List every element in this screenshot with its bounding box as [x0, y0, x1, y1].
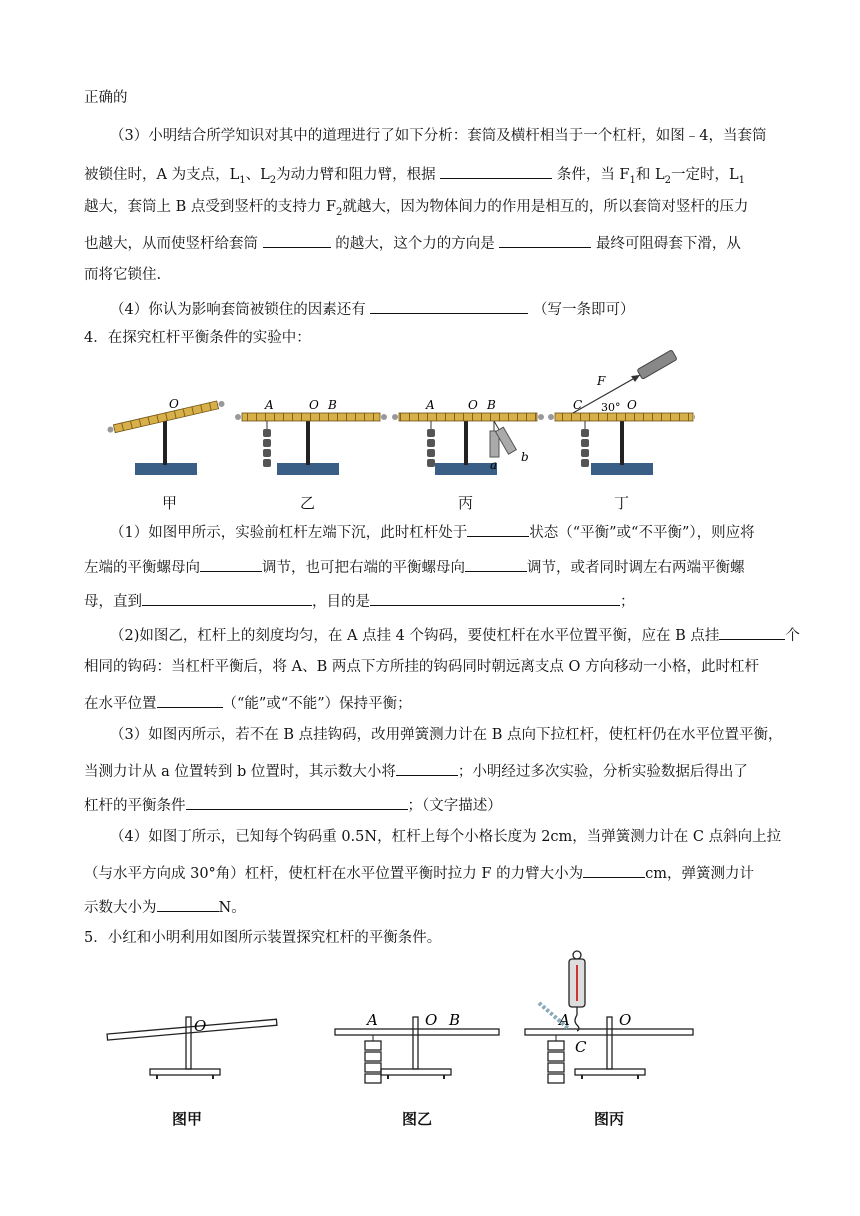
- lever-bar: [525, 1029, 693, 1035]
- figure-yi: [235, 398, 387, 475]
- figure-caption: 丙: [458, 494, 474, 512]
- lever-bar: [107, 1019, 277, 1040]
- hook-weights: [581, 421, 589, 467]
- text-line: 左端的平衡螺母向 调节，也可把右端的平衡螺母向 调节，或者同时调左右两端平衡螺: [84, 555, 745, 578]
- figure-ding: [548, 350, 695, 475]
- stand-base: [575, 1069, 645, 1075]
- hook-weights: [263, 421, 271, 467]
- answer-blank[interactable]: [370, 589, 620, 606]
- answer-blank[interactable]: [499, 231, 591, 248]
- text-line: （与水平方向成 30°角）杠杆，使杠杆在水平位置平衡时拉力 F 的力臂大小为 cm，弹簧测力计: [84, 861, 754, 884]
- hook-weights: [548, 1035, 564, 1083]
- text-line: 当测力计从 a 位置转到 b 位置时，其示数大小将 ；小明经过多次实验，分析实验数据后得出了: [84, 759, 748, 782]
- label-O: O: [169, 397, 179, 411]
- text-line: 杠杆的平衡条件 ；（文字描述）: [84, 793, 502, 816]
- figure-caption: 图丙: [594, 1110, 625, 1128]
- balance-nut: [107, 426, 114, 433]
- stand-base: [150, 1069, 220, 1075]
- lever-figure-row-q4: [95, 345, 695, 515]
- answer-blank[interactable]: [157, 895, 219, 912]
- answer-blank[interactable]: [719, 623, 785, 640]
- stand-pole: [186, 1017, 191, 1069]
- stand-base: [381, 1069, 451, 1075]
- label-F: F: [597, 374, 606, 388]
- label-O: O: [194, 1017, 207, 1035]
- figure-caption: 丁: [614, 494, 630, 512]
- stand-pole: [413, 1017, 418, 1069]
- spring-scale: [569, 951, 585, 1031]
- text-line: 在水平位置 （“能”或“不能”）保持平衡；: [84, 691, 412, 714]
- figure-caption: 图乙: [402, 1110, 433, 1128]
- figure-tu-jia: [107, 1017, 277, 1079]
- figure-caption: 图甲: [172, 1110, 203, 1128]
- spring-scale: [637, 350, 677, 380]
- label-O: O: [627, 398, 637, 412]
- lever-figure-row-q5: [95, 945, 725, 1085]
- figure-caption: 甲: [162, 494, 178, 512]
- question-title: 5．小红和小明利用如图所示装置探究杠杆的平衡条件。: [84, 930, 442, 946]
- label-A: A: [426, 398, 435, 412]
- lever-bar: [242, 413, 380, 421]
- label-a: a: [490, 458, 498, 472]
- figure-tu-bing: [525, 951, 693, 1083]
- label-A: A: [265, 398, 274, 412]
- text-line: 示数大小为 N。: [84, 895, 246, 918]
- label-O: O: [468, 398, 478, 412]
- text-line: 母，直到 ，目的是 ；: [84, 589, 635, 612]
- force-arrow: [631, 375, 640, 382]
- text-line: （4）如图丁所示，已知每个钩码重 0.5N，杠杆上每个小格长度为 2cm，当弹簧测力计在 C 点斜向上拉: [110, 829, 782, 845]
- label-b: b: [521, 450, 529, 464]
- answer-blank[interactable]: [157, 691, 223, 708]
- question-title: 4．在探究杠杆平衡条件的实验中：: [84, 330, 311, 346]
- label-C: C: [575, 1038, 587, 1056]
- label-angle: 30°: [601, 401, 621, 414]
- answer-blank[interactable]: [263, 231, 331, 248]
- hook-weights: [365, 1035, 381, 1083]
- balance-nut: [218, 400, 225, 407]
- label-O: O: [619, 1011, 632, 1029]
- text-line: （3）小明结合所学知识对其中的道理进行了如下分析：套筒及横杆相当于一个杠杆，如图﹣4，当套筒: [110, 128, 767, 144]
- answer-blank[interactable]: [370, 297, 528, 314]
- answer-blank[interactable]: [583, 861, 645, 878]
- lever-bar: [399, 413, 537, 421]
- lever-bar: [555, 413, 693, 421]
- text-line: 正确的: [84, 90, 128, 106]
- text-line: 被锁住时，A 为支点，$L_1$、$L_2$为动力臂和阻力臂，根据 条件，当 $F_1$和 $L_2$一定时，$L_1$: [84, 162, 745, 191]
- label-B: B: [487, 398, 496, 412]
- label-B: B: [328, 398, 337, 412]
- label-B: B: [449, 1011, 461, 1029]
- answer-blank[interactable]: [396, 759, 458, 776]
- answer-blank[interactable]: [186, 793, 408, 810]
- stand-pole: [607, 1017, 612, 1069]
- figure-caption: 乙: [300, 494, 316, 512]
- text-line: （2)如图乙，杠杆上的刻度均匀，在 A 点挂 4 个钩码，要使杠杆在水平位置平衡，应在 B 点挂 个: [110, 623, 800, 646]
- answer-blank[interactable]: [142, 589, 312, 606]
- hook-weights: [427, 421, 435, 467]
- answer-blank[interactable]: [465, 555, 527, 572]
- text-line: 也越大，从而使竖杆给套筒 的越大，这个力的方向是 最终可阻碍套下滑，从: [84, 231, 741, 254]
- answer-blank[interactable]: [467, 520, 529, 537]
- label-C: C: [573, 398, 583, 412]
- text-line: （1）如图甲所示，实验前杠杆左端下沉，此时杠杆处于 状态（“平衡”或“不平衡”），则应将: [110, 520, 755, 543]
- answer-blank[interactable]: [440, 162, 552, 179]
- text-line: 而将它锁住.: [84, 267, 162, 283]
- text-line: （4）你认为影响套筒被锁住的因素还有 （写一条即可）: [110, 297, 634, 320]
- label-O: O: [425, 1011, 438, 1029]
- figure-jia: [107, 397, 226, 475]
- label-A: A: [559, 1011, 570, 1029]
- text-line: 相同的钩码：当杠杆平衡后，将 A、B 两点下方所挂的钩码同时朝远离支点 O 方向移动一小格，此时杠杆: [84, 659, 759, 675]
- text-line: 越大，套筒上 B 点受到竖杆的支持力 $F_2$就越大，因为物体间力的作用是相互的，所以套筒对竖杆的压力: [84, 199, 749, 218]
- label-O: O: [309, 398, 319, 412]
- label-A: A: [367, 1011, 378, 1029]
- text-line: （3）如图丙所示，若不在 B 点挂钩码，改用弹簧测力计在 B 点向下拉杠杆，使杠杆仍在水平位置平衡，: [110, 727, 783, 743]
- figure-bing: [392, 398, 544, 475]
- lever-bar: [335, 1029, 499, 1035]
- figure-tu-yi: [335, 1011, 499, 1083]
- answer-blank[interactable]: [200, 555, 262, 572]
